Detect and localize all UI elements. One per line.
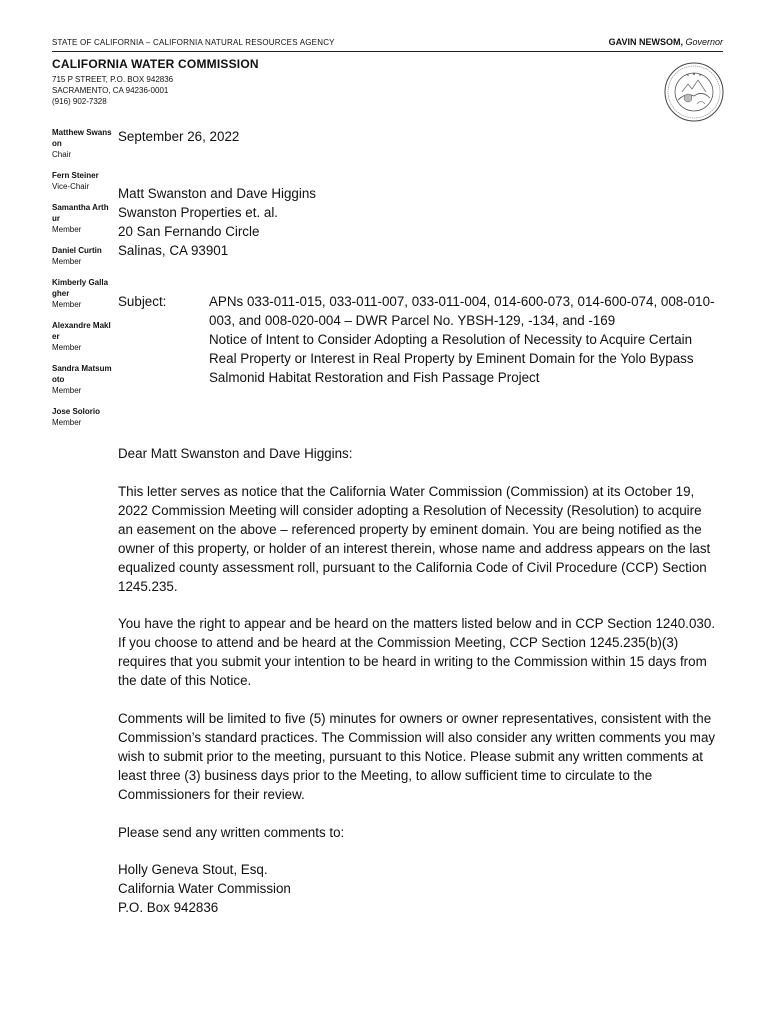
commission-roster — [52, 127, 112, 438]
letter-date: September 26, 2022 — [118, 129, 240, 144]
member-name: Samantha Arthur — [52, 203, 109, 223]
body-paragraph: You have the right to appear and be heard on the matters listed below and in CCP Section 1240.030. If you choose to attend and be heard at the Commission Meeting, CCP Section 1245.235(b)(3) requires that you submit your intention to be heard in writing to the Commission within 15 days from the date of this Notice. — [118, 616, 716, 688]
agency-line: STATE OF CALIFORNIA – CALIFORNIA NATURAL RESOURCES AGENCY — [52, 38, 335, 47]
member-name: Kimberly Gallagher — [52, 278, 109, 298]
governor-line — [609, 37, 723, 47]
member-role: Chair — [52, 150, 72, 159]
member-role: Member — [52, 343, 82, 352]
roster-member — [52, 277, 112, 310]
address-line: SACRAMENTO, CA 94236-0001 — [52, 86, 169, 95]
member-role: Member — [52, 418, 82, 427]
contact-line: P.O. Box 942836 — [118, 900, 219, 915]
member-role: Member — [52, 386, 82, 395]
member-name: Matthew Swanson — [52, 128, 112, 148]
recipient-address — [118, 184, 718, 260]
member-role: Member — [52, 257, 82, 266]
roster-member — [52, 202, 112, 235]
member-name: Fern Steiner — [52, 171, 99, 180]
body-paragraph: Comments will be limited to five (5) minutes for owners or owner representatives, consistent with the Commission’s standard practices. The Commission will also consider any written comments you may wish to submit prior to the meeting, pursuant to this Notice. Please submit any written comments at least three (3) business days prior to the Meeting, to allow sufficient time to circulate to the Commissioners for their review. — [118, 711, 716, 802]
california-state-seal-icon — [664, 62, 724, 122]
member-role: Vice-Chair — [52, 182, 90, 191]
subject-block — [118, 292, 718, 387]
member-role: Member — [52, 225, 82, 234]
contact-line: California Water Commission — [118, 881, 291, 896]
roster-member — [52, 406, 112, 428]
subject-label: Subject: — [118, 294, 167, 309]
governor-title: Governor — [685, 37, 723, 47]
subject-apns: APNs 033-011-015, 033-011-007, 033-011-004, 014-600-073, 014-600-074, 008-010-003, and 008-020-004 – DWR Parcel No. YBSH-129, -134, and -169 — [209, 294, 715, 328]
recipient-line: 20 San Fernando Circle — [118, 224, 260, 239]
body-paragraph: Please send any written comments to: — [118, 825, 345, 840]
member-name: Sandra Matsumoto — [52, 364, 112, 384]
body-paragraph: This letter serves as notice that the California Water Commission (Commission) at its October 19, 2022 Commission Meeting will consider adopting a Resolution of Necessity (Resolution) to acquire an easement on the above – referenced property by eminent domain. You are being notified as the owner of this property, or holder of an interest therein, whose name and address appears on the last equalized county assessment roll, pursuant to the California Code of Civil Procedure (CCP) Section 1245.235. — [118, 484, 711, 594]
member-role: Member — [52, 300, 82, 309]
contact-address — [118, 860, 718, 917]
roster-member — [52, 170, 112, 192]
roster-member — [52, 245, 112, 267]
recipient-line: Swanston Properties et. al. — [118, 205, 279, 220]
member-name: Alexandre Makler — [52, 321, 111, 341]
roster-member — [52, 127, 112, 160]
member-name: Daniel Curtin — [52, 246, 102, 255]
recipient-line: Matt Swanston and Dave Higgins — [118, 186, 316, 201]
recipient-line: Salinas, CA 93901 — [118, 243, 229, 258]
governor-name: GAVIN NEWSOM, — [608, 37, 683, 47]
member-name: Jose Solorio — [52, 407, 101, 416]
roster-member — [52, 320, 112, 353]
salutation: Dear Matt Swanston and Dave Higgins: — [118, 446, 353, 461]
roster-member — [52, 363, 112, 396]
subject-notice: Notice of Intent to Consider Adopting a Resolution of Necessity to Acquire Certain Real Property or Interest in Real Property by Eminent Domain for the Yolo Bypass Salmonid Habitat Restoration and Fish Passage Project — [209, 332, 694, 385]
address-line: (916) 902-7328 — [52, 97, 107, 106]
commission-address — [52, 74, 173, 107]
address-line: 715 P STREET, P.O. BOX 942836 — [52, 75, 174, 84]
commission-title: CALIFORNIA WATER COMMISSION — [52, 57, 259, 71]
contact-line: Holly Geneva Stout, Esq. — [118, 862, 268, 877]
header-rule — [52, 51, 723, 52]
